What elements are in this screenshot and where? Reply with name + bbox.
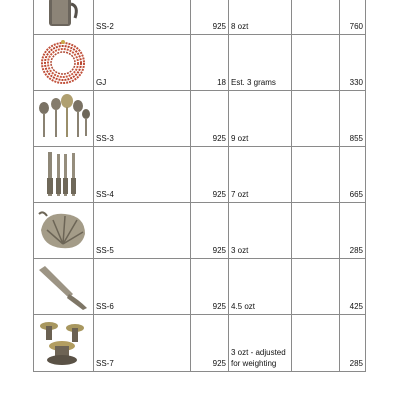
image-cell [34,91,94,147]
table-row [34,147,366,203]
item-value: 330 [349,78,363,87]
silver-forks-image [35,148,91,201]
silver-spoons-image [35,92,91,145]
item-purity: 925 [212,302,226,311]
silver-pitcher-image [35,0,91,33]
item-purity: 925 [212,22,226,31]
item-id: SS-2 [96,22,114,31]
item-weight: 7 ozt [231,190,249,199]
item-id: SS-7 [96,359,114,368]
item-id: SS-5 [96,246,114,255]
item-value: 285 [349,359,363,368]
item-weight: 8 ozt [231,22,249,31]
item-id: GJ [96,78,107,87]
image-cell [34,259,94,315]
item-weight: 3 ozt [231,246,249,255]
candlesticks-image [35,316,91,369]
item-value: 425 [349,302,363,311]
item-value: 665 [349,190,363,199]
blank-cell [292,35,340,91]
table-row [34,259,366,315]
blank-cell [292,259,340,315]
item-purity: 925 [212,246,226,255]
inventory-table [33,0,366,372]
image-cell [34,203,94,259]
table-row [34,315,366,372]
shell-dish-image [35,204,91,257]
item-id: SS-6 [96,302,114,311]
item-value: 285 [349,246,363,255]
blank-cell [292,0,340,35]
item-value: 760 [349,22,363,31]
blank-cell [292,203,340,259]
table-row [34,0,366,35]
coral-bead-necklace-image [35,36,91,89]
serving-utensil-image [35,260,91,313]
item-weight: 4.5 ozt [231,302,256,311]
item-id: SS-4 [96,190,114,199]
table-row [34,203,366,259]
item-value: 855 [349,134,363,143]
image-cell [34,315,94,372]
item-purity: 925 [212,134,226,143]
item-purity: 925 [212,190,226,199]
item-weight: 3 ozt - adjusted for weighting [231,348,286,368]
image-cell [34,147,94,203]
blank-cell [292,315,340,372]
blank-cell [292,147,340,203]
item-id: SS-3 [96,134,114,143]
table-row [34,91,366,147]
item-weight: 9 ozt [231,134,249,143]
table-row [34,35,366,91]
item-purity: 925 [212,359,226,368]
image-cell [34,0,94,35]
item-weight: Est. 3 grams [231,78,276,87]
item-purity: 18 [217,78,226,87]
image-cell [34,35,94,91]
blank-cell [292,91,340,147]
